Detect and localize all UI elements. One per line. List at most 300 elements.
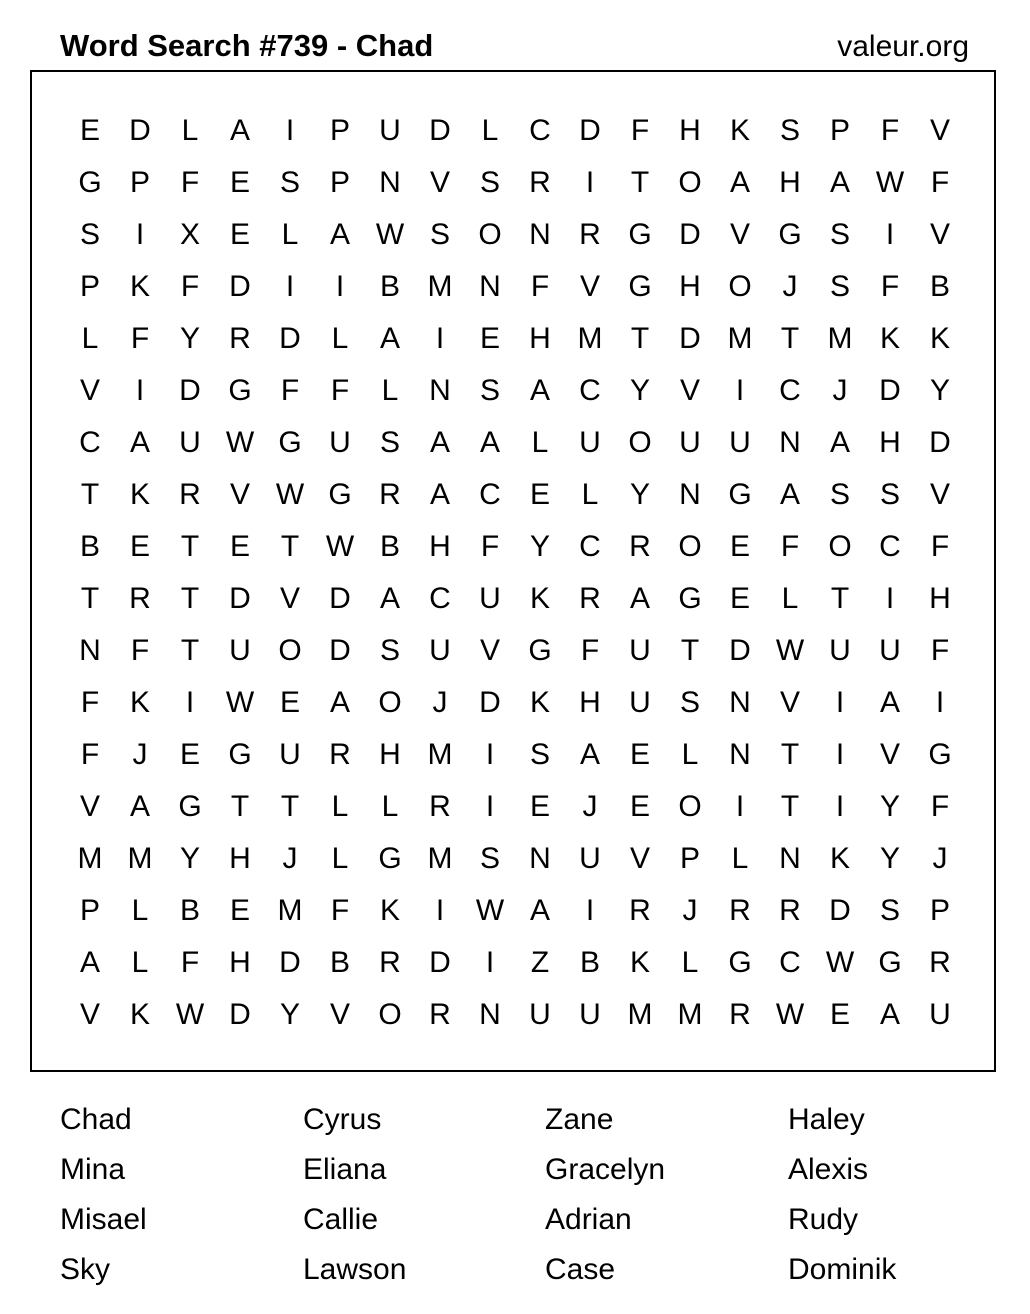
grid-letter: C (79, 426, 101, 459)
grid-row (32, 469, 994, 521)
grid-letter: E (179, 738, 200, 771)
grid-letter: I (485, 738, 495, 771)
grid-letter: C (879, 530, 901, 563)
grid-letter: H (679, 270, 701, 303)
grid-letter: I (135, 374, 145, 407)
word-list-item: Gracelyn (545, 1153, 666, 1186)
grid-letter: D (229, 582, 251, 615)
grid-letter: A (79, 946, 100, 979)
grid-letter: C (479, 478, 501, 511)
grid-row (32, 105, 994, 157)
grid-letter: K (529, 582, 550, 615)
grid-letter: M (827, 322, 853, 355)
grid-letter: A (779, 478, 800, 511)
grid-letter: P (329, 166, 350, 199)
grid-row (32, 157, 994, 209)
grid-letter: S (879, 894, 900, 927)
grid-letter: R (729, 894, 751, 927)
word-list-item: Misael (60, 1203, 147, 1236)
grid-letter: N (479, 270, 501, 303)
grid-letter: U (529, 998, 551, 1031)
grid-row (32, 781, 994, 833)
word-list-item: Adrian (545, 1203, 632, 1236)
grid-letter: W (475, 894, 505, 927)
grid-row (32, 365, 994, 417)
grid-letter: M (427, 270, 453, 303)
grid-letter: F (130, 322, 150, 355)
grid-letter: H (379, 738, 401, 771)
grid-letter: I (835, 686, 845, 719)
grid-letter: S (829, 270, 850, 303)
grid-letter: R (629, 530, 651, 563)
grid-letter: U (929, 998, 951, 1031)
word-list-item: Case (545, 1253, 616, 1286)
grid-letter: J (282, 842, 298, 875)
word-list-item: Haley (788, 1103, 865, 1136)
grid-letter: E (129, 530, 150, 563)
grid-letter: E (729, 582, 750, 615)
grid-letter: M (577, 322, 603, 355)
grid-letter: L (81, 322, 99, 355)
grid-letter: T (780, 322, 800, 355)
grid-letter: V (929, 218, 950, 251)
grid-letter: T (680, 634, 700, 667)
grid-letter: N (479, 998, 501, 1031)
grid-letter: L (381, 790, 399, 823)
grid-letter: E (479, 322, 500, 355)
word-list-item: Eliana (303, 1153, 387, 1186)
grid-letter: A (829, 426, 850, 459)
grid-letter: F (180, 166, 200, 199)
grid-letter: E (229, 218, 250, 251)
grid-letter: B (379, 270, 400, 303)
grid-letter: D (679, 218, 701, 251)
grid-letter: S (279, 166, 300, 199)
grid-letter: A (729, 166, 750, 199)
grid-letter: A (229, 114, 250, 147)
grid-letter: F (180, 270, 200, 303)
grid-letter: Y (929, 374, 950, 407)
grid-letter: K (829, 842, 850, 875)
grid-letter: M (427, 842, 453, 875)
grid-letter: L (331, 790, 349, 823)
grid-letter: I (285, 270, 295, 303)
grid-letter: F (880, 114, 900, 147)
grid-letter: O (628, 426, 652, 459)
grid-row (32, 937, 994, 989)
grid-letter: B (179, 894, 200, 927)
grid-letter: N (529, 218, 551, 251)
grid-letter: U (179, 426, 201, 459)
grid-row (32, 417, 994, 469)
grid-letter: J (132, 738, 148, 771)
grid-letter: U (379, 114, 401, 147)
grid-letter: Y (879, 842, 900, 875)
grid-letter: W (825, 946, 855, 979)
grid-letter: G (528, 634, 552, 667)
grid-letter: N (779, 842, 801, 875)
grid-letter: E (229, 530, 250, 563)
grid-letter: E (279, 686, 300, 719)
grid-letter: U (579, 998, 601, 1031)
grid-letter: D (729, 634, 751, 667)
grid-letter: T (230, 790, 250, 823)
grid-letter: A (529, 894, 550, 927)
grid-letter: R (579, 218, 601, 251)
grid-letter: V (879, 738, 900, 771)
grid-letter: R (129, 582, 151, 615)
grid-letter: W (225, 426, 255, 459)
grid-letter: D (429, 946, 451, 979)
grid-letter: A (579, 738, 600, 771)
grid-letter: R (229, 322, 251, 355)
word-list-item: Zane (545, 1103, 614, 1136)
grid-letter: A (379, 582, 400, 615)
grid-letter: J (582, 790, 598, 823)
grid-letter: W (775, 634, 805, 667)
grid-letter: A (829, 166, 850, 199)
grid-letter: P (329, 114, 350, 147)
grid-letter: N (379, 166, 401, 199)
grid-letter: E (529, 478, 550, 511)
grid-letter: V (479, 634, 500, 667)
grid-letter: G (228, 374, 252, 407)
grid-letter: I (585, 166, 595, 199)
grid-letter: T (180, 582, 200, 615)
grid-letter: G (728, 946, 752, 979)
grid-letter: Y (629, 478, 650, 511)
grid-letter: T (780, 790, 800, 823)
grid-letter: T (80, 582, 100, 615)
grid-letter: F (930, 166, 950, 199)
grid-letter: J (832, 374, 848, 407)
grid-letter: W (875, 166, 905, 199)
grid-letter: A (879, 998, 900, 1031)
grid-letter: V (779, 686, 800, 719)
grid-letter: C (529, 114, 551, 147)
grid-letter: U (229, 634, 251, 667)
grid-letter: D (879, 374, 901, 407)
grid-letter: F (930, 790, 950, 823)
grid-letter: I (185, 686, 195, 719)
grid-letter: L (481, 114, 499, 147)
grid-letter: H (879, 426, 901, 459)
grid-letter: A (129, 790, 150, 823)
grid-letter: M (127, 842, 153, 875)
grid-letter: F (580, 634, 600, 667)
grid-letter: T (180, 530, 200, 563)
grid-letter: F (480, 530, 500, 563)
grid-letter: G (778, 218, 802, 251)
grid-letter: D (429, 114, 451, 147)
grid-letter: C (579, 374, 601, 407)
grid-letter: N (729, 686, 751, 719)
grid-letter: S (829, 218, 850, 251)
grid-letter: W (775, 998, 805, 1031)
site-name: valeur.org (837, 30, 969, 63)
grid-letter: F (780, 530, 800, 563)
grid-letter: G (878, 946, 902, 979)
grid-letter: D (579, 114, 601, 147)
word-list-item: Mina (60, 1153, 126, 1186)
grid-letter: V (79, 790, 100, 823)
grid-row (32, 261, 994, 313)
grid-letter: S (879, 478, 900, 511)
grid-letter: I (485, 790, 495, 823)
grid-letter: F (330, 894, 350, 927)
grid-letter: D (179, 374, 201, 407)
grid-letter: Y (179, 842, 200, 875)
grid-letter: N (729, 738, 751, 771)
grid-letter: L (531, 426, 549, 459)
grid-letter: S (779, 114, 800, 147)
grid-row (32, 677, 994, 729)
grid-letter: E (529, 790, 550, 823)
grid-letter: L (331, 322, 349, 355)
grid-letter: V (679, 374, 700, 407)
grid-row (32, 885, 994, 937)
grid-letter: V (729, 218, 750, 251)
grid-letter: G (278, 426, 302, 459)
grid-letter: H (229, 842, 251, 875)
grid-letter: A (329, 218, 350, 251)
grid-letter: N (529, 842, 551, 875)
grid-letter: A (429, 478, 450, 511)
grid-letter: G (228, 738, 252, 771)
grid-letter: P (829, 114, 850, 147)
grid-letter: I (735, 790, 745, 823)
grid-letter: V (279, 582, 300, 615)
grid-letter: R (579, 582, 601, 615)
grid-letter: I (585, 894, 595, 927)
grid-letter: U (579, 426, 601, 459)
grid-letter: E (79, 114, 100, 147)
grid-letter: B (329, 946, 350, 979)
grid-letter: S (379, 426, 400, 459)
grid-letter: B (579, 946, 600, 979)
grid-letter: O (678, 790, 702, 823)
grid-letter: D (929, 426, 951, 459)
grid-letter: R (629, 894, 651, 927)
grid-letter: I (135, 218, 145, 251)
word-list-item: Alexis (788, 1153, 869, 1186)
grid-letter: G (78, 166, 102, 199)
grid-letter: F (80, 686, 100, 719)
grid-letter: U (829, 634, 851, 667)
grid-letter: R (929, 946, 951, 979)
grid-letter: R (329, 738, 351, 771)
grid-letter: A (879, 686, 900, 719)
grid-letter: O (278, 634, 302, 667)
page-title: Word Search #739 - Chad (60, 28, 434, 63)
grid-letter: B (379, 530, 400, 563)
word-list-item: Callie (303, 1203, 379, 1236)
grid-letter: I (335, 270, 345, 303)
grid-letter: I (435, 894, 445, 927)
grid-letter: E (229, 894, 250, 927)
grid-letter: A (529, 374, 550, 407)
grid-letter: Y (179, 322, 200, 355)
word-list-item: Cyrus (303, 1103, 382, 1136)
grid-letter: O (678, 166, 702, 199)
grid-letter: D (279, 946, 301, 979)
grid-letter: K (929, 322, 950, 355)
grid-letter: L (281, 218, 299, 251)
grid-letter: F (630, 114, 650, 147)
grid-letter: Y (529, 530, 550, 563)
grid-letter: S (429, 218, 450, 251)
grid-letter: N (779, 426, 801, 459)
grid-letter: K (629, 946, 650, 979)
grid-letter: W (225, 686, 255, 719)
grid-letter: U (429, 634, 451, 667)
grid-letter: Z (530, 946, 550, 979)
grid-letter: O (378, 686, 402, 719)
grid-letter: L (131, 894, 149, 927)
grid-letter: R (379, 478, 401, 511)
grid-letter: T (630, 322, 650, 355)
letter-grid (30, 70, 996, 1072)
grid-letter: F (130, 634, 150, 667)
grid-letter: S (379, 634, 400, 667)
grid-row (32, 833, 994, 885)
grid-letter: F (280, 374, 300, 407)
grid-letter: O (378, 998, 402, 1031)
grid-row (32, 625, 994, 677)
grid-row (32, 729, 994, 781)
grid-letter: V (629, 842, 650, 875)
grid-letter: V (579, 270, 600, 303)
grid-letter: N (79, 634, 101, 667)
grid-letter: E (829, 998, 850, 1031)
grid-letter: I (735, 374, 745, 407)
grid-letter: H (429, 530, 451, 563)
grid-letter: R (529, 166, 551, 199)
grid-letter: L (331, 842, 349, 875)
grid-letter: J (782, 270, 798, 303)
grid-letter: L (681, 946, 699, 979)
grid-letter: M (77, 842, 103, 875)
grid-letter: T (830, 582, 850, 615)
grid-letter: F (330, 374, 350, 407)
grid-letter: F (80, 738, 100, 771)
grid-row (32, 989, 994, 1041)
grid-letter: K (529, 686, 550, 719)
grid-letter: H (579, 686, 601, 719)
grid-letter: D (129, 114, 151, 147)
grid-letter: U (879, 634, 901, 667)
grid-letter: O (678, 530, 702, 563)
grid-letter: W (375, 218, 405, 251)
grid-letter: S (829, 478, 850, 511)
grid-letter: O (478, 218, 502, 251)
grid-letter: V (229, 478, 250, 511)
grid-letter: L (181, 114, 199, 147)
grid-letter: U (279, 738, 301, 771)
grid-letter: K (379, 894, 400, 927)
grid-letter: G (678, 582, 702, 615)
grid-letter: Y (279, 998, 300, 1031)
grid-letter: N (429, 374, 451, 407)
grid-letter: D (679, 322, 701, 355)
grid-letter: M (727, 322, 753, 355)
grid-letter: T (630, 166, 650, 199)
grid-letter: T (780, 738, 800, 771)
grid-letter: R (779, 894, 801, 927)
grid-letter: G (928, 738, 952, 771)
grid-letter: F (530, 270, 550, 303)
grid-letter: I (835, 738, 845, 771)
grid-letter: X (179, 218, 200, 251)
grid-letter: K (729, 114, 750, 147)
grid-letter: H (929, 582, 951, 615)
grid-letter: G (328, 478, 352, 511)
grid-letter: V (929, 478, 950, 511)
grid-letter: A (329, 686, 350, 719)
grid-letter: V (79, 998, 100, 1031)
word-list-item: Dominik (788, 1253, 897, 1286)
grid-letter: I (485, 946, 495, 979)
grid-letter: D (829, 894, 851, 927)
grid-letter: I (835, 790, 845, 823)
grid-letter: L (681, 738, 699, 771)
grid-letter: W (175, 998, 205, 1031)
grid-letter: G (178, 790, 202, 823)
grid-letter: K (129, 270, 150, 303)
grid-letter: S (479, 842, 500, 875)
grid-letter: C (579, 530, 601, 563)
grid-letter: U (479, 582, 501, 615)
grid-letter: R (379, 946, 401, 979)
grid-row (32, 521, 994, 573)
grid-letter: B (929, 270, 950, 303)
grid-letter: W (275, 478, 305, 511)
grid-letter: A (429, 426, 450, 459)
grid-letter: M (427, 738, 453, 771)
grid-letter: T (80, 478, 100, 511)
grid-letter: O (828, 530, 852, 563)
grid-letter: A (379, 322, 400, 355)
grid-letter: D (329, 582, 351, 615)
grid-letter: L (731, 842, 749, 875)
grid-letter: H (679, 114, 701, 147)
grid-letter: I (285, 114, 295, 147)
grid-letter: G (378, 842, 402, 875)
word-list-item: Chad (60, 1103, 132, 1136)
grid-letter: A (629, 582, 650, 615)
grid-letter: M (627, 998, 653, 1031)
grid-letter: J (432, 686, 448, 719)
grid-letter: C (429, 582, 451, 615)
grid-letter: L (381, 374, 399, 407)
grid-letter: L (781, 582, 799, 615)
grid-letter: D (329, 634, 351, 667)
grid-letter: U (629, 686, 651, 719)
grid-letter: M (277, 894, 303, 927)
grid-letter: V (329, 998, 350, 1031)
grid-letter: S (529, 738, 550, 771)
grid-letter: B (79, 530, 100, 563)
grid-letter: R (179, 478, 201, 511)
grid-letter: V (929, 114, 950, 147)
grid-letter: U (679, 426, 701, 459)
grid-letter: P (79, 894, 100, 927)
word-list-item: Sky (60, 1253, 111, 1286)
grid-row (32, 573, 994, 625)
grid-letter: L (131, 946, 149, 979)
grid-letter: S (679, 686, 700, 719)
grid-letter: I (435, 322, 445, 355)
